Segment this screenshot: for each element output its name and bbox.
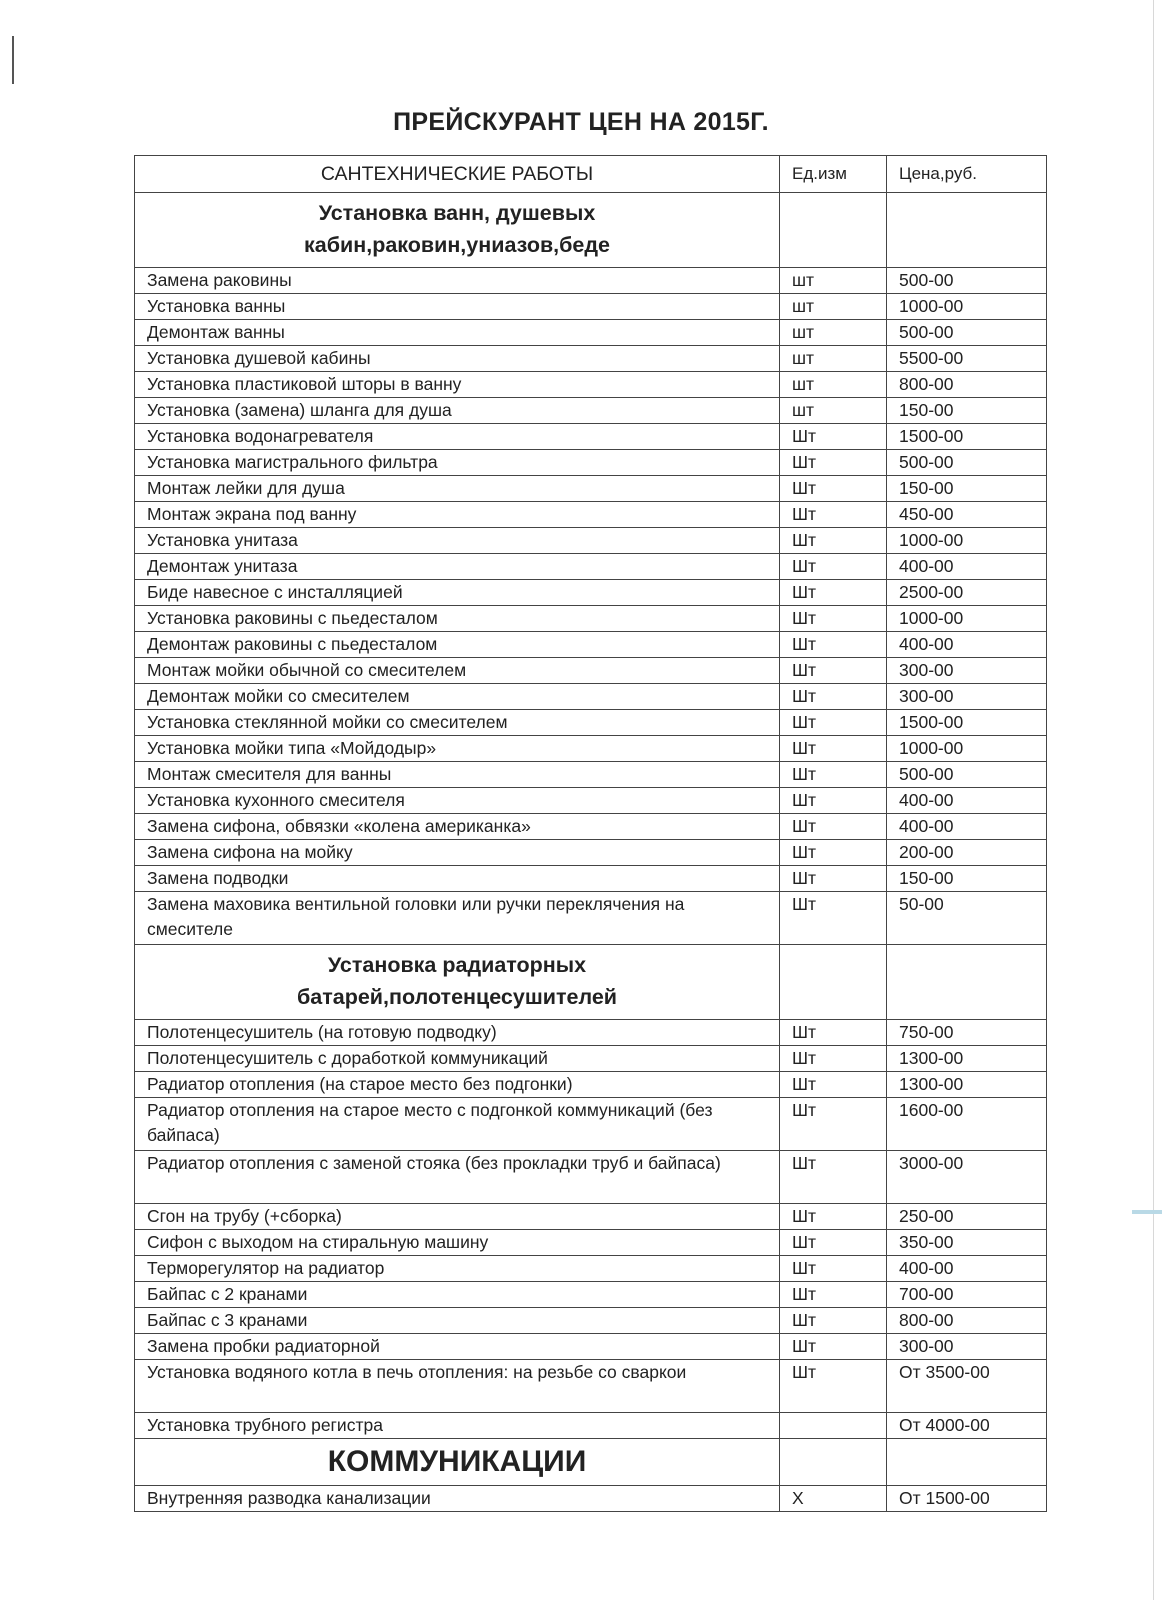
item-unit: Шт (780, 762, 887, 788)
section-price-empty (887, 1439, 1047, 1486)
table-row (135, 554, 1047, 580)
table-row (135, 1360, 1047, 1413)
item-unit: Шт (780, 866, 887, 892)
section-title-line: батарей,полотенцесушителей (296, 985, 617, 1009)
item-unit: шт (780, 294, 887, 320)
table-row (135, 710, 1047, 736)
item-price: 800-00 (887, 372, 1047, 398)
item-name: Установка мойки типа «Мойдодыр» (135, 736, 780, 762)
table-header (135, 156, 1047, 193)
item-name: Замена сифона на мойку (135, 840, 780, 866)
item-name: Полотенцесушитель (на готовую подводку) (135, 1020, 780, 1046)
item-price: 1300-00 (887, 1046, 1047, 1072)
item-unit: шт (780, 268, 887, 294)
section-header-row (135, 193, 1047, 268)
item-price: 3000-00 (887, 1151, 1047, 1204)
item-price: 150-00 (887, 398, 1047, 424)
item-name: Установка (замена) шланга для душа (135, 398, 780, 424)
item-name: Замена маховика вентильной головки или ручки переклячения на смесителе (135, 892, 780, 945)
table-row (135, 736, 1047, 762)
item-unit: Шт (780, 476, 887, 502)
item-price: 300-00 (887, 1334, 1047, 1360)
item-price: 1000-00 (887, 606, 1047, 632)
item-name: Установка раковины с пьедесталом (135, 606, 780, 632)
item-price: 400-00 (887, 632, 1047, 658)
item-name: Демонтаж раковины с пьедесталом (135, 632, 780, 658)
table-row (135, 580, 1047, 606)
item-unit: Х (780, 1486, 887, 1512)
section-title-line: кабин,раковин,униазов,беде (304, 233, 610, 257)
item-unit: Шт (780, 1151, 887, 1204)
item-name: Установка душевой кабины (135, 346, 780, 372)
section-title (135, 945, 780, 1020)
item-price: 700-00 (887, 1282, 1047, 1308)
table-row (135, 1151, 1047, 1204)
item-unit: Шт (780, 580, 887, 606)
item-price: 150-00 (887, 866, 1047, 892)
table-row (135, 1256, 1047, 1282)
item-name: Установка магистрального фильтра (135, 450, 780, 476)
item-name: Установка кухонного смесителя (135, 788, 780, 814)
item-unit: Шт (780, 1204, 887, 1230)
item-price: 400-00 (887, 814, 1047, 840)
item-name: Биде навесное с инсталляцией (135, 580, 780, 606)
item-unit: Шт (780, 1282, 887, 1308)
table-row (135, 372, 1047, 398)
item-name: Замена подводки (135, 866, 780, 892)
item-price: От 4000-00 (887, 1413, 1047, 1439)
item-unit (780, 1413, 887, 1439)
item-price: 1500-00 (887, 424, 1047, 450)
item-price: 5500-00 (887, 346, 1047, 372)
table-row (135, 294, 1047, 320)
item-name: Установка водонагревателя (135, 424, 780, 450)
table-row (135, 1098, 1047, 1151)
table-row (135, 1020, 1047, 1046)
item-unit: Шт (780, 1020, 887, 1046)
table-row (135, 1308, 1047, 1334)
item-name: Демонтаж унитаза (135, 554, 780, 580)
table-row (135, 658, 1047, 684)
item-unit: Шт (780, 684, 887, 710)
item-price: 1500-00 (887, 710, 1047, 736)
section-title-line: Установка ванн, душевых (318, 201, 596, 225)
item-name: Полотенцесушитель с доработкой коммуникаций (135, 1046, 780, 1072)
item-unit: Шт (780, 424, 887, 450)
item-price: 750-00 (887, 1020, 1047, 1046)
item-name: Радиатор отопления на старое место с подгонкой коммуникаций (без байпаса) (135, 1098, 780, 1151)
item-price: 1000-00 (887, 294, 1047, 320)
table-row (135, 320, 1047, 346)
header-unit: Ед.изм (780, 156, 887, 193)
section-price-empty (887, 193, 1047, 268)
table-row (135, 1486, 1047, 1512)
item-name: Байпас с 2 кранами (135, 1282, 780, 1308)
item-unit: Шт (780, 1334, 887, 1360)
item-name: Сифон с выходом на стиральную машину (135, 1230, 780, 1256)
item-unit: Шт (780, 1256, 887, 1282)
table-row (135, 606, 1047, 632)
table-row (135, 814, 1047, 840)
item-unit: шт (780, 346, 887, 372)
item-name: Байпас с 3 кранами (135, 1308, 780, 1334)
margin-mark (12, 36, 14, 84)
table-row (135, 398, 1047, 424)
item-price: 50-00 (887, 892, 1047, 945)
item-price: 500-00 (887, 762, 1047, 788)
item-name: Монтаж смесителя для ванны (135, 762, 780, 788)
table-row (135, 1072, 1047, 1098)
item-unit: шт (780, 372, 887, 398)
item-unit: Шт (780, 814, 887, 840)
page-edge (1153, 0, 1154, 1600)
item-price: 500-00 (887, 320, 1047, 346)
item-name: Сгон на трубу (+сборка) (135, 1204, 780, 1230)
item-unit: Шт (780, 658, 887, 684)
item-name: Установка трубного регистра (135, 1413, 780, 1439)
page-title-text: ПРЕЙСКУРАНТ ЦЕН НА 2015Г. (393, 108, 769, 136)
item-name: Замена раковины (135, 268, 780, 294)
item-name: Внутренняя разводка канализации (135, 1486, 780, 1512)
item-unit: Шт (780, 450, 887, 476)
item-unit: Шт (780, 554, 887, 580)
item-unit: Шт (780, 1046, 887, 1072)
item-unit: Шт (780, 1308, 887, 1334)
table-row (135, 788, 1047, 814)
section-header-row (135, 945, 1047, 1020)
item-price: 1000-00 (887, 528, 1047, 554)
table-row (135, 450, 1047, 476)
section-title (135, 193, 780, 268)
item-price: От 3500-00 (887, 1360, 1047, 1413)
item-name: Замена сифона, обвязки «колена американка» (135, 814, 780, 840)
item-unit: Шт (780, 502, 887, 528)
item-price: 1300-00 (887, 1072, 1047, 1098)
item-unit: Шт (780, 1230, 887, 1256)
item-price: 800-00 (887, 1308, 1047, 1334)
item-unit: Шт (780, 840, 887, 866)
item-name: Радиатор отопления (на старое место без подгонки) (135, 1072, 780, 1098)
header-price: Цена,руб. (887, 156, 1047, 193)
item-unit: Шт (780, 736, 887, 762)
table-row (135, 1204, 1047, 1230)
item-price: 200-00 (887, 840, 1047, 866)
item-price: 450-00 (887, 502, 1047, 528)
section-title-line: Установка радиаторных (327, 953, 587, 977)
item-price: 400-00 (887, 788, 1047, 814)
item-price: 1600-00 (887, 1098, 1047, 1151)
item-unit: Шт (780, 788, 887, 814)
item-price: 500-00 (887, 268, 1047, 294)
item-price: 150-00 (887, 476, 1047, 502)
table-row (135, 1282, 1047, 1308)
section-price-empty (887, 945, 1047, 1020)
section-unit-empty (780, 1439, 887, 1486)
price-table-body (135, 156, 1047, 1512)
item-price: 250-00 (887, 1204, 1047, 1230)
item-name: Замена пробки радиаторной (135, 1334, 780, 1360)
item-price: 300-00 (887, 658, 1047, 684)
table-row (135, 892, 1047, 945)
section-header-row (135, 1439, 1047, 1486)
table-row (135, 1046, 1047, 1072)
table-row (135, 424, 1047, 450)
scan-artifact (1132, 1210, 1162, 1214)
page-title (0, 108, 1162, 137)
item-name: Монтаж мойки обычной со смесителем (135, 658, 780, 684)
item-name: Установка ванны (135, 294, 780, 320)
section-title-line: КОММУНИКАЦИИ (327, 1445, 587, 1478)
item-price: 300-00 (887, 684, 1047, 710)
item-price: 1000-00 (887, 736, 1047, 762)
table-row (135, 840, 1047, 866)
item-name: Монтаж лейки для душа (135, 476, 780, 502)
table-row (135, 502, 1047, 528)
table-row (135, 346, 1047, 372)
item-unit: Шт (780, 606, 887, 632)
table-row (135, 684, 1047, 710)
item-unit: Шт (780, 892, 887, 945)
table-row (135, 528, 1047, 554)
table-row (135, 1230, 1047, 1256)
section-unit-empty (780, 193, 887, 268)
item-name: Демонтаж мойки со смесителем (135, 684, 780, 710)
section-title (135, 1439, 780, 1486)
table-row (135, 268, 1047, 294)
item-price: 2500-00 (887, 580, 1047, 606)
item-unit: Шт (780, 632, 887, 658)
item-unit: Шт (780, 528, 887, 554)
item-name: Установка водяного котла в печь отопления: на резьбе со сваркои (135, 1360, 780, 1413)
item-name: Монтаж экрана под ванну (135, 502, 780, 528)
item-price: 500-00 (887, 450, 1047, 476)
price-table (134, 155, 1047, 1512)
item-name: Терморегулятор на радиатор (135, 1256, 780, 1282)
item-name: Радиатор отопления с заменой стояка (без прокладки труб и байпаса) (135, 1151, 780, 1204)
table-row (135, 476, 1047, 502)
item-name: Установка пластиковой шторы в ванну (135, 372, 780, 398)
header-works: САНТЕХНИЧЕСКИЕ РАБОТЫ (135, 156, 780, 193)
item-name: Демонтаж ванны (135, 320, 780, 346)
item-unit: шт (780, 398, 887, 424)
item-name: Установка стеклянной мойки со смесителем (135, 710, 780, 736)
item-price: 400-00 (887, 1256, 1047, 1282)
table-row (135, 1413, 1047, 1439)
item-price: 350-00 (887, 1230, 1047, 1256)
item-unit: Шт (780, 1360, 887, 1413)
section-unit-empty (780, 945, 887, 1020)
item-unit: Шт (780, 1072, 887, 1098)
item-name: Установка унитаза (135, 528, 780, 554)
item-unit: Шт (780, 710, 887, 736)
item-unit: Шт (780, 1098, 887, 1151)
table-row (135, 762, 1047, 788)
item-price: 400-00 (887, 554, 1047, 580)
table-row (135, 866, 1047, 892)
item-price: От 1500-00 (887, 1486, 1047, 1512)
table-row (135, 1334, 1047, 1360)
table-row (135, 632, 1047, 658)
item-unit: шт (780, 320, 887, 346)
